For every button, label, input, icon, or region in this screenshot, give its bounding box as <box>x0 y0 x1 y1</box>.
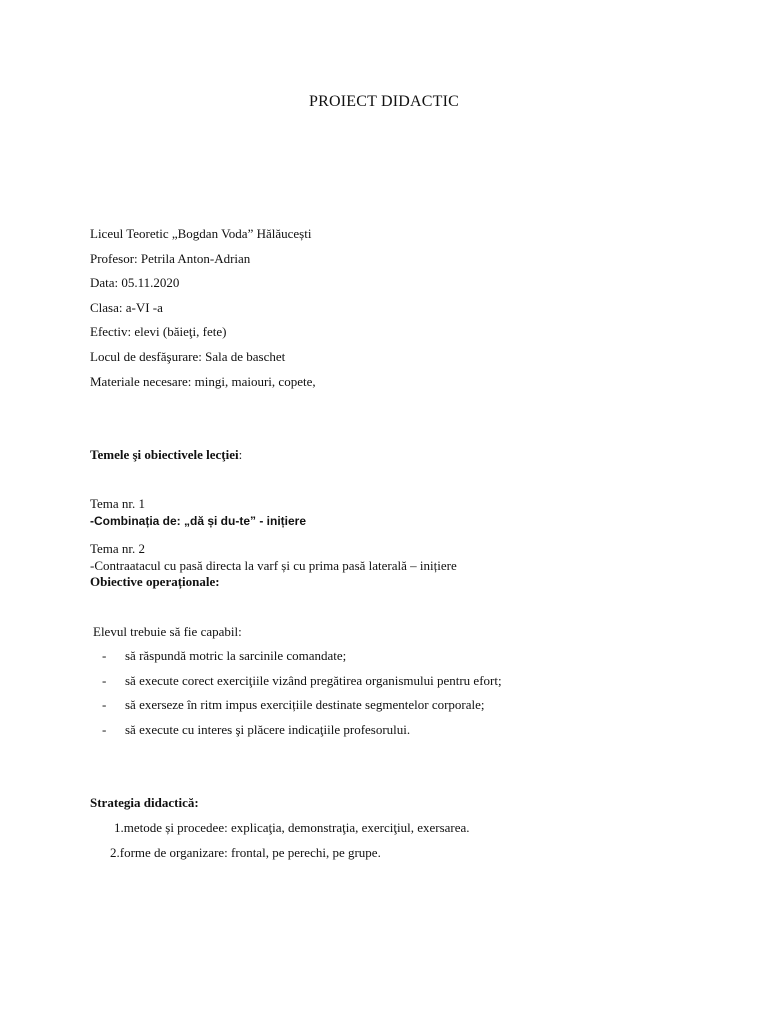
themes-heading-row <box>90 447 242 463</box>
bullet-dash: - <box>102 697 107 712</box>
objective-text: să execute corect exerciţiile vizând pregătirea organismului pentru efort; <box>125 673 502 688</box>
tema2-label: Tema nr. 2 <box>90 541 146 556</box>
document-title: PROIECT DIDACTIC <box>308 93 460 110</box>
objective-item <box>102 673 502 689</box>
objective-item <box>102 648 347 664</box>
materials-line: Materiale necesare: mingi, maiouri, copete, <box>90 374 316 389</box>
bullet-dash: - <box>102 722 107 737</box>
teacher-line: Profesor: Petrila Anton-Adrian <box>90 251 251 266</box>
objective-text: să răspundă motric la sarcinile comandate; <box>125 648 347 663</box>
strategy-item-organization: 2.forme de organizare: frontal, pe perechi, pe grupe. <box>110 845 381 860</box>
strategy-heading: Strategia didactică: <box>90 795 199 810</box>
bullet-dash: - <box>102 648 107 663</box>
date-line: Data: 05.11.2020 <box>90 275 180 290</box>
themes-heading-colon: : <box>238 447 243 462</box>
tema2-text: -Contraatacul cu pasă directa la varf și cu prima pasă laterală – inițiere <box>90 558 457 573</box>
tema1-label: Tema nr. 1 <box>90 496 146 511</box>
bullet-dash: - <box>102 673 107 688</box>
themes-heading: Temele şi obiectivele lecţiei <box>90 447 239 462</box>
objective-text: să execute cu interes şi plăcere indicaţiile profesorului. <box>125 722 411 737</box>
school-name: Liceul Teoretic „Bogdan Voda” Hălăucești <box>90 226 312 241</box>
objectives-intro: Elevul trebuie să fie capabil: <box>93 624 242 639</box>
students-line: Efectiv: elevi (băieţi, fete) <box>90 324 227 339</box>
location-line: Locul de desfăşurare: Sala de baschet <box>90 349 286 364</box>
objective-text: să exerseze în ritm impus exercițiile destinate segmentelor corporale; <box>125 697 485 712</box>
strategy-item-methods: 1.metode și procedee: explicaţia, demonstraţia, exerciţiul, exersarea. <box>114 820 470 835</box>
objective-item <box>102 722 411 738</box>
objectives-heading: Obiective operaționale: <box>90 574 220 589</box>
class-line: Clasa: a-VI -a <box>90 300 163 315</box>
objective-item <box>102 697 485 713</box>
tema1-text: -Combinația de: „dă și du-te” - inițiere <box>90 514 307 528</box>
